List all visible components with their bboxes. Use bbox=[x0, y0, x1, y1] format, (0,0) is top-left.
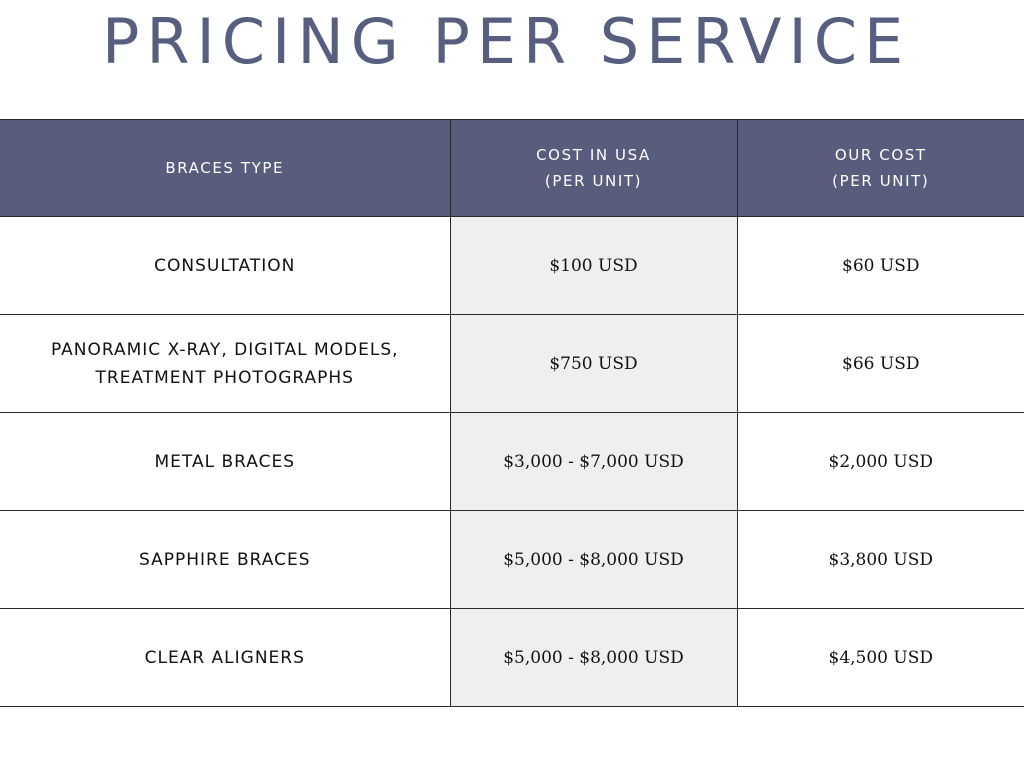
header-cost-in-usa bbox=[450, 120, 737, 217]
service-cell bbox=[0, 511, 450, 609]
service-cell bbox=[0, 609, 450, 707]
service-label-line1: SAPPHIRE BRACES bbox=[138, 549, 311, 570]
cost-in-usa-cell: $100 USD bbox=[450, 217, 737, 315]
table-row bbox=[0, 511, 1024, 609]
service-label-line1: METAL BRACES bbox=[154, 451, 295, 472]
header-cost-in-usa-line2: (PER UNIT) bbox=[544, 172, 643, 190]
our-cost-cell: $3,800 USD bbox=[737, 511, 1024, 609]
header-cost-in-usa-line1: COST IN USA bbox=[536, 146, 651, 164]
cost-in-usa-cell: $750 USD bbox=[450, 315, 737, 413]
pricing-table bbox=[0, 119, 1024, 707]
service-label-line1: CONSULTATION bbox=[154, 255, 296, 276]
header-our-cost-line1: OUR COST bbox=[834, 146, 927, 164]
header-braces-type-label: BRACES TYPE bbox=[165, 159, 285, 177]
table-row bbox=[0, 609, 1024, 707]
table-row bbox=[0, 217, 1024, 315]
cost-in-usa-cell: $3,000 - $7,000 USD bbox=[450, 413, 737, 511]
service-label-line2: TREATMENT PHOTOGRAPHS bbox=[95, 367, 354, 388]
table-header-row bbox=[0, 120, 1024, 217]
our-cost-cell: $60 USD bbox=[737, 217, 1024, 315]
cost-in-usa-cell: $5,000 - $8,000 USD bbox=[450, 511, 737, 609]
table-row bbox=[0, 413, 1024, 511]
header-our-cost-line2: (PER UNIT) bbox=[832, 172, 930, 190]
service-cell bbox=[0, 413, 450, 511]
service-cell bbox=[0, 315, 450, 413]
table-row bbox=[0, 315, 1024, 413]
service-label-line1: PANORAMIC X-RAY, DIGITAL MODELS, bbox=[50, 339, 399, 360]
header-our-cost bbox=[737, 120, 1024, 217]
service-cell bbox=[0, 217, 450, 315]
our-cost-cell: $2,000 USD bbox=[737, 413, 1024, 511]
header-braces-type bbox=[0, 120, 450, 217]
page-title: PRICING PER SERVICE bbox=[102, 5, 911, 78]
our-cost-cell: $4,500 USD bbox=[737, 609, 1024, 707]
service-label-line1: CLEAR ALIGNERS bbox=[144, 647, 305, 668]
our-cost-cell: $66 USD bbox=[737, 315, 1024, 413]
cost-in-usa-cell: $5,000 - $8,000 USD bbox=[450, 609, 737, 707]
